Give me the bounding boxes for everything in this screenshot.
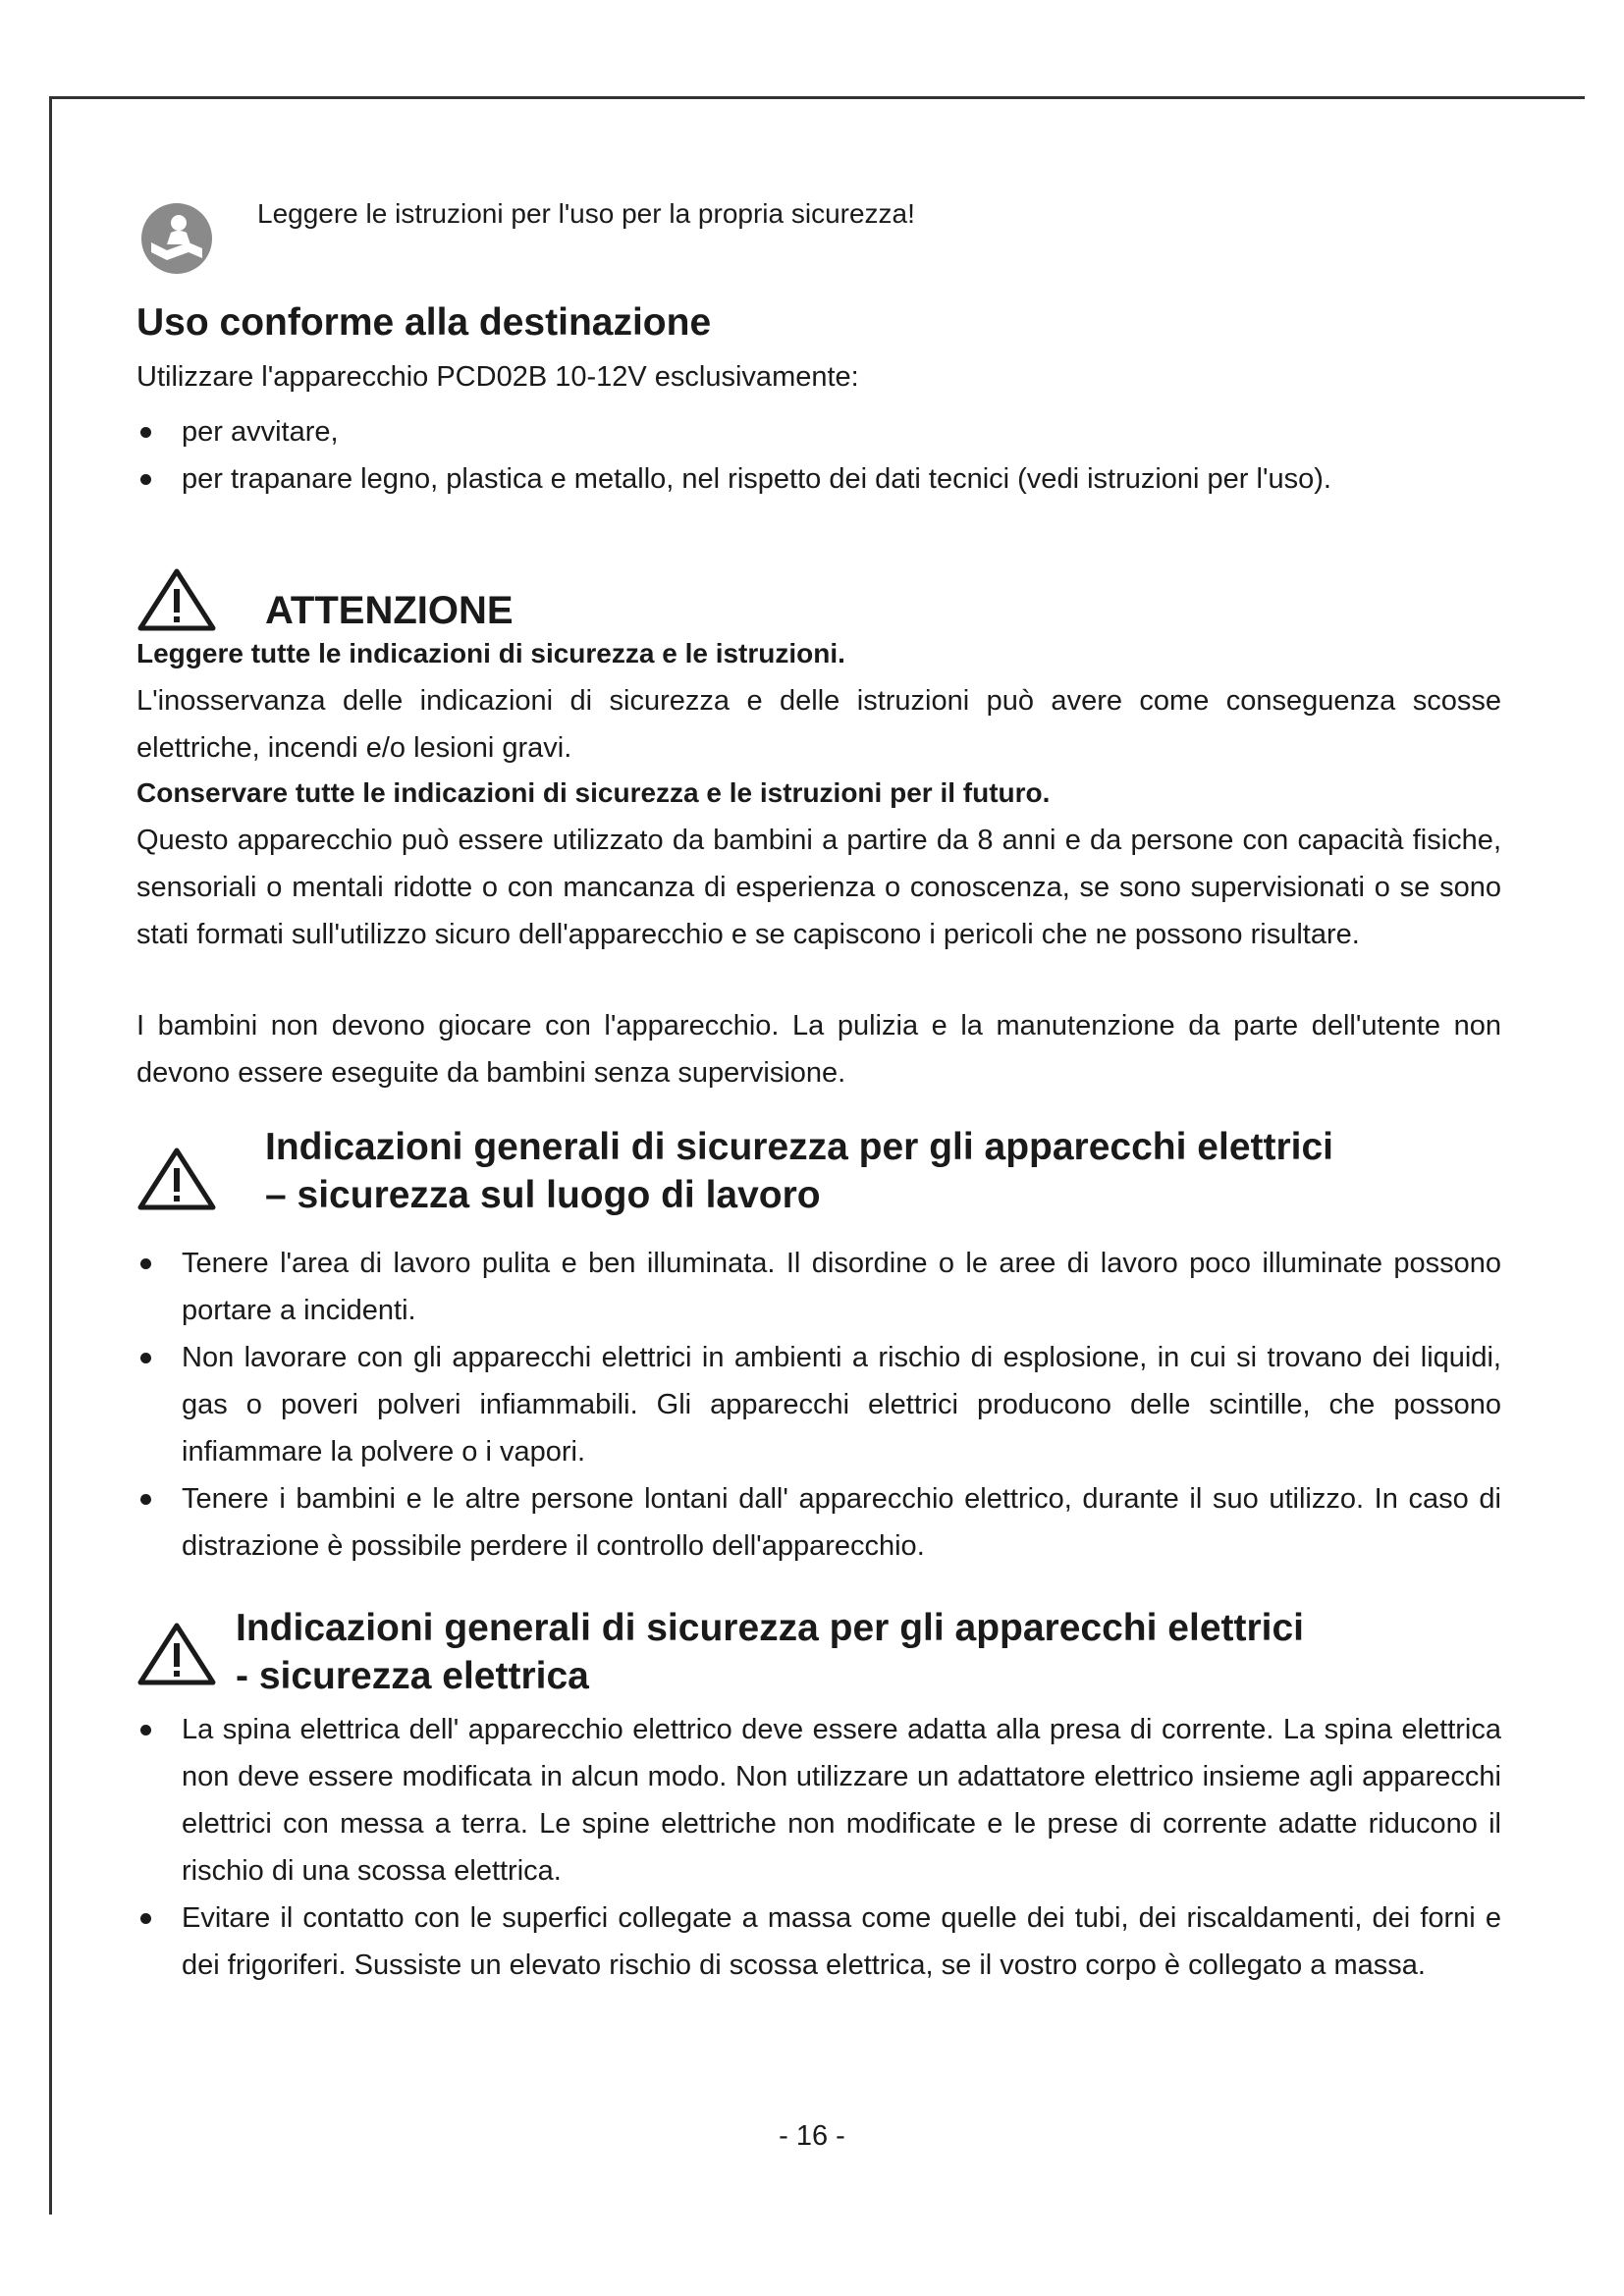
list-item: Tenere l'area di lavoro pulita e ben illuminata. Il disordine o le aree di lavoro poco illuminate possono portare a incidenti. xyxy=(136,1240,1501,1334)
section-warning-p3: I bambini non devono giocare con l'apparecchio. La pulizia e la manutenzione da parte dell'utente non devono essere eseguite da bambini senza supervisione. xyxy=(136,1010,1501,1089)
section-warning-p1: L'inosservanza delle indicazioni di sicurezza e delle istruzioni può avere come conseguenza scosse elettriche, incendi e/o lesioni gravi. xyxy=(136,685,1501,764)
section-electric-title-line2: - sicurezza elettrica xyxy=(236,1655,589,1697)
list-item: per avvitare, xyxy=(136,408,1501,455)
section-warning-p2: Questo apparecchio può essere utilizzato da bambini a partire da 8 anni e da persone con capacità fisiche, sensoriali o mentali ridotte o con mancanza di esperienza o conoscenza, se sono supervisionati o se sono stati formati sull'utilizzo sicuro dell'apparecchio e se capiscono i pericoli che ne possono risultare. xyxy=(136,825,1501,950)
section-use-lead: Utilizzare l'apparecchio PCD02B 10-12V esclusivamente: xyxy=(136,361,859,393)
section-warning-bold2: Conservare tutte le indicazioni di sicurezza e le istruzioni per il futuro. xyxy=(136,777,1051,808)
bullet-icon xyxy=(140,1258,151,1269)
bullet-icon xyxy=(140,427,151,438)
warning-triangle-icon xyxy=(136,1622,217,1686)
list-item: Tenere i bambini e le altre persone lontani dall' apparecchio elettrico, durante il suo utilizzo. In caso di distrazione è possibile perdere il controllo dell'apparecchio. xyxy=(136,1475,1501,1570)
list-item: Non lavorare con gli apparecchi elettrici in ambienti a rischio di esplosione, in cui si trovano dei liquidi, gas o poveri polveri infiammabili. Gli apparecchi elettrici producono delle scintille, che possono infiammare la polvere o i vapori. xyxy=(136,1334,1501,1475)
bullet-icon xyxy=(140,1494,151,1505)
section-electric-list xyxy=(136,1706,1501,1989)
bullet-icon xyxy=(140,1353,151,1363)
section-use-title: Uso conforme alla destinazione xyxy=(136,301,712,344)
bullet-icon xyxy=(140,474,151,485)
section-electric-title-line1: Indicazioni generali di sicurezza per gli apparecchi elettrici xyxy=(236,1607,1305,1649)
intro-note: Leggere le istruzioni per l'uso per la propria sicurezza! xyxy=(257,198,915,229)
list-item: Evitare il contatto con le superfici collegate a massa come quelle dei tubi, dei riscaldamenti, dei forni e dei frigoriferi. Sussiste un elevato rischio di scossa elettrica, se il vostro corpo è collegato a massa. xyxy=(136,1895,1501,1989)
warning-triangle-icon xyxy=(136,1147,217,1211)
section-workplace-title-line2: – sicurezza sul luogo di lavoro xyxy=(265,1174,821,1216)
read-manual-icon xyxy=(137,201,218,276)
section-use-list xyxy=(136,408,1501,503)
bullet-icon xyxy=(140,1725,151,1735)
page-frame-top xyxy=(49,96,1585,99)
section-workplace-title-line1: Indicazioni generali di sicurezza per gli apparecchi elettrici xyxy=(265,1126,1334,1168)
section-workplace-list xyxy=(136,1240,1501,1570)
list-item: per trapanare legno, plastica e metallo, nel rispetto dei dati tecnici (vedi istruzioni per l'uso). xyxy=(136,455,1501,503)
list-item: La spina elettrica dell' apparecchio elettrico deve essere adatta alla presa di corrente. La spina elettrica non deve essere modificata in alcun modo. Non utilizzare un adattatore elettrico insieme agli apparecchi elettrici con messa a terra. Le spine elettriche non modificate e le prese di corrente adatte riducono il rischio di una scossa elettrica. xyxy=(136,1706,1501,1895)
section-warning-bold1: Leggere tutte le indicazioni di sicurezza e le istruzioni. xyxy=(136,638,845,668)
page-number: - 16 - xyxy=(779,2120,845,2152)
section-warning-title: ATTENZIONE xyxy=(265,589,514,632)
bullet-icon xyxy=(140,1913,151,1924)
warning-triangle-icon xyxy=(136,567,217,632)
page-frame-left xyxy=(49,96,52,2215)
